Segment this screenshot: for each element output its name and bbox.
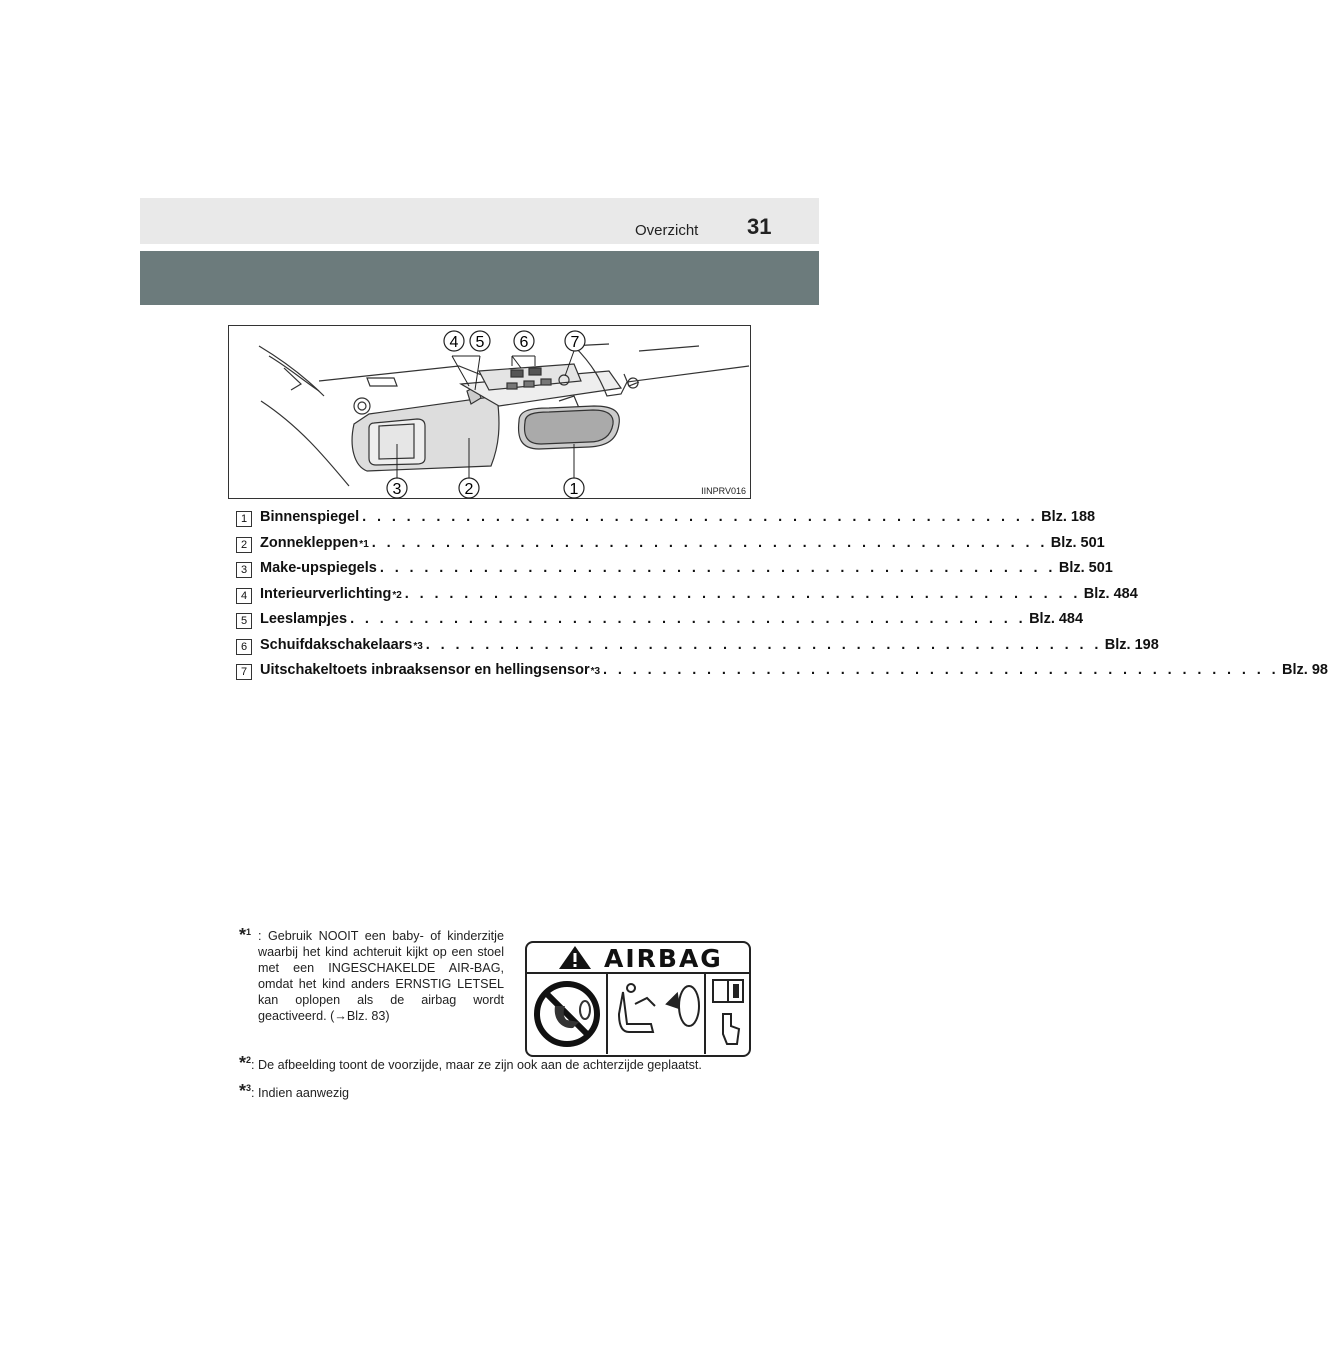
item-label: Interieurverlichting [260,585,392,602]
footnote-marker: *3 [590,666,601,677]
item-label: Zonnekleppen [260,534,359,551]
footnote-text: : Gebruik NOOIT een baby- of kinderzitje waarbij het kind achteruit kijkt op een stoel met een INGESCHAKELDE AIR-BAG, omdat het kind anders ERNSTIG LETSEL kan oplopen als de airbag wordt geactiveerd. (→Blz. 83) [258,929,504,1023]
item-number: 1 [236,511,252,527]
svg-text:7: 7 [570,334,580,351]
dot-leader: . . . . . . . . . . . . . . . . . . . . . . . . . . . . . . . . . . . . . . . . . . . . . . [350,611,1027,627]
airbag-deploy-icon [619,984,699,1032]
airbag-warning-label [525,941,751,1057]
item-label: Leeslampjes [260,611,348,627]
item-label: Uitschakeltoets inbraaksensor en hellingsensor [260,662,590,678]
callout-4 [444,331,464,351]
list-item [236,560,1113,586]
list-item [236,611,1084,637]
item-label: Binnenspiegel [260,509,360,525]
footnote-2 [239,1052,759,1073]
svg-text:3: 3 [392,481,402,498]
item-number: 2 [236,537,252,553]
footnote-text: : Indien aanwezig [251,1086,350,1100]
page-reference-link[interactable]: Blz. 484 [1029,611,1084,627]
component-list [236,509,1328,688]
dot-leader: . . . . . . . . . . . . . . . . . . . . . . . . . . . . . . . . . . . . . . . . . . . . . . [379,560,1056,576]
overhead-illustration [228,325,751,499]
svg-text:2: 2 [464,481,474,498]
warning-triangle-icon [555,943,595,972]
dot-leader: . . . . . . . . . . . . . . . . . . . . . . . . . . . . . . . . . . . . . . . . . . . . . . [425,636,1102,653]
item-label: Make-upspiegels [260,560,377,576]
callout-7 [565,331,585,351]
list-item [236,534,1105,561]
footnote-marker: *3 [413,640,423,652]
page-title: Overzicht [635,222,699,239]
list-item [236,662,1328,688]
no-rear-facing-seat-icon [537,984,597,1044]
page-reference-link[interactable]: Blz. 98 [1282,662,1328,678]
item-number: 5 [236,613,252,629]
dot-leader: . . . . . . . . . . . . . . . . . . . . . . . . . . . . . . . . . . . . . . . . . . . . . . [362,509,1039,525]
dot-leader: . . . . . . . . . . . . . . . . . . . . . . . . . . . . . . . . . . . . . . . . . . . . . . [404,585,1081,602]
read-manual-icon [713,980,743,1044]
overhead-console-drawing [229,326,750,498]
footnote-number: 1 [246,927,252,937]
item-label: Schuifdakschakelaars [260,636,413,653]
page-reference-link[interactable]: Blz. 198 [1104,636,1159,653]
callout-3 [387,478,407,498]
svg-text:6: 6 [519,334,529,351]
footnote-1 [239,925,504,1024]
item-number: 4 [236,588,252,604]
svg-text:5: 5 [475,334,485,351]
footnote-text: : De afbeelding toont de voorzijde, maar ze zijn ook aan de achterzijde geplaatst. [251,1058,702,1072]
dot-leader: . . . . . . . . . . . . . . . . . . . . . . . . . . . . . . . . . . . . . . . . . . . . . . [371,534,1048,551]
callout-5 [470,331,490,351]
page-reference-link[interactable]: Blz. 501 [1058,560,1113,576]
list-item [236,636,1159,663]
svg-text:1: 1 [569,481,579,498]
page-number: 31 [747,214,772,239]
footnote-number: 2 [246,1055,252,1065]
footnote-3 [239,1080,539,1101]
item-number: 6 [236,639,252,655]
footnote-marker: *2 [392,589,402,601]
footnote-asterisk: * [239,1081,247,1101]
item-number: 7 [236,664,252,680]
section-band [140,251,819,305]
footnote-asterisk: * [239,925,247,945]
airbag-word: AIRBAG [604,944,723,973]
callout-2 [459,478,479,498]
figure-code: IINPRV016 [701,486,746,496]
airbag-pictograms [527,974,749,1054]
footnote-asterisk: * [239,1053,247,1073]
svg-text:4: 4 [449,334,459,351]
list-item [236,585,1138,612]
footnote-number: 3 [246,1083,252,1093]
callout-1 [564,478,584,498]
page-reference-link[interactable]: Blz. 501 [1050,534,1105,551]
list-item [236,509,1096,535]
footnote-marker: *1 [359,538,369,550]
item-number: 3 [236,562,252,578]
dot-leader: . . . . . . . . . . . . . . . . . . . . . . . . . . . . . . . . . . . . . . . . . . . . . . [603,662,1280,678]
page-reference-link[interactable]: Blz. 188 [1041,509,1096,525]
header-band [140,198,819,244]
page-reference-link[interactable]: Blz. 484 [1083,585,1138,602]
callout-6 [514,331,534,351]
